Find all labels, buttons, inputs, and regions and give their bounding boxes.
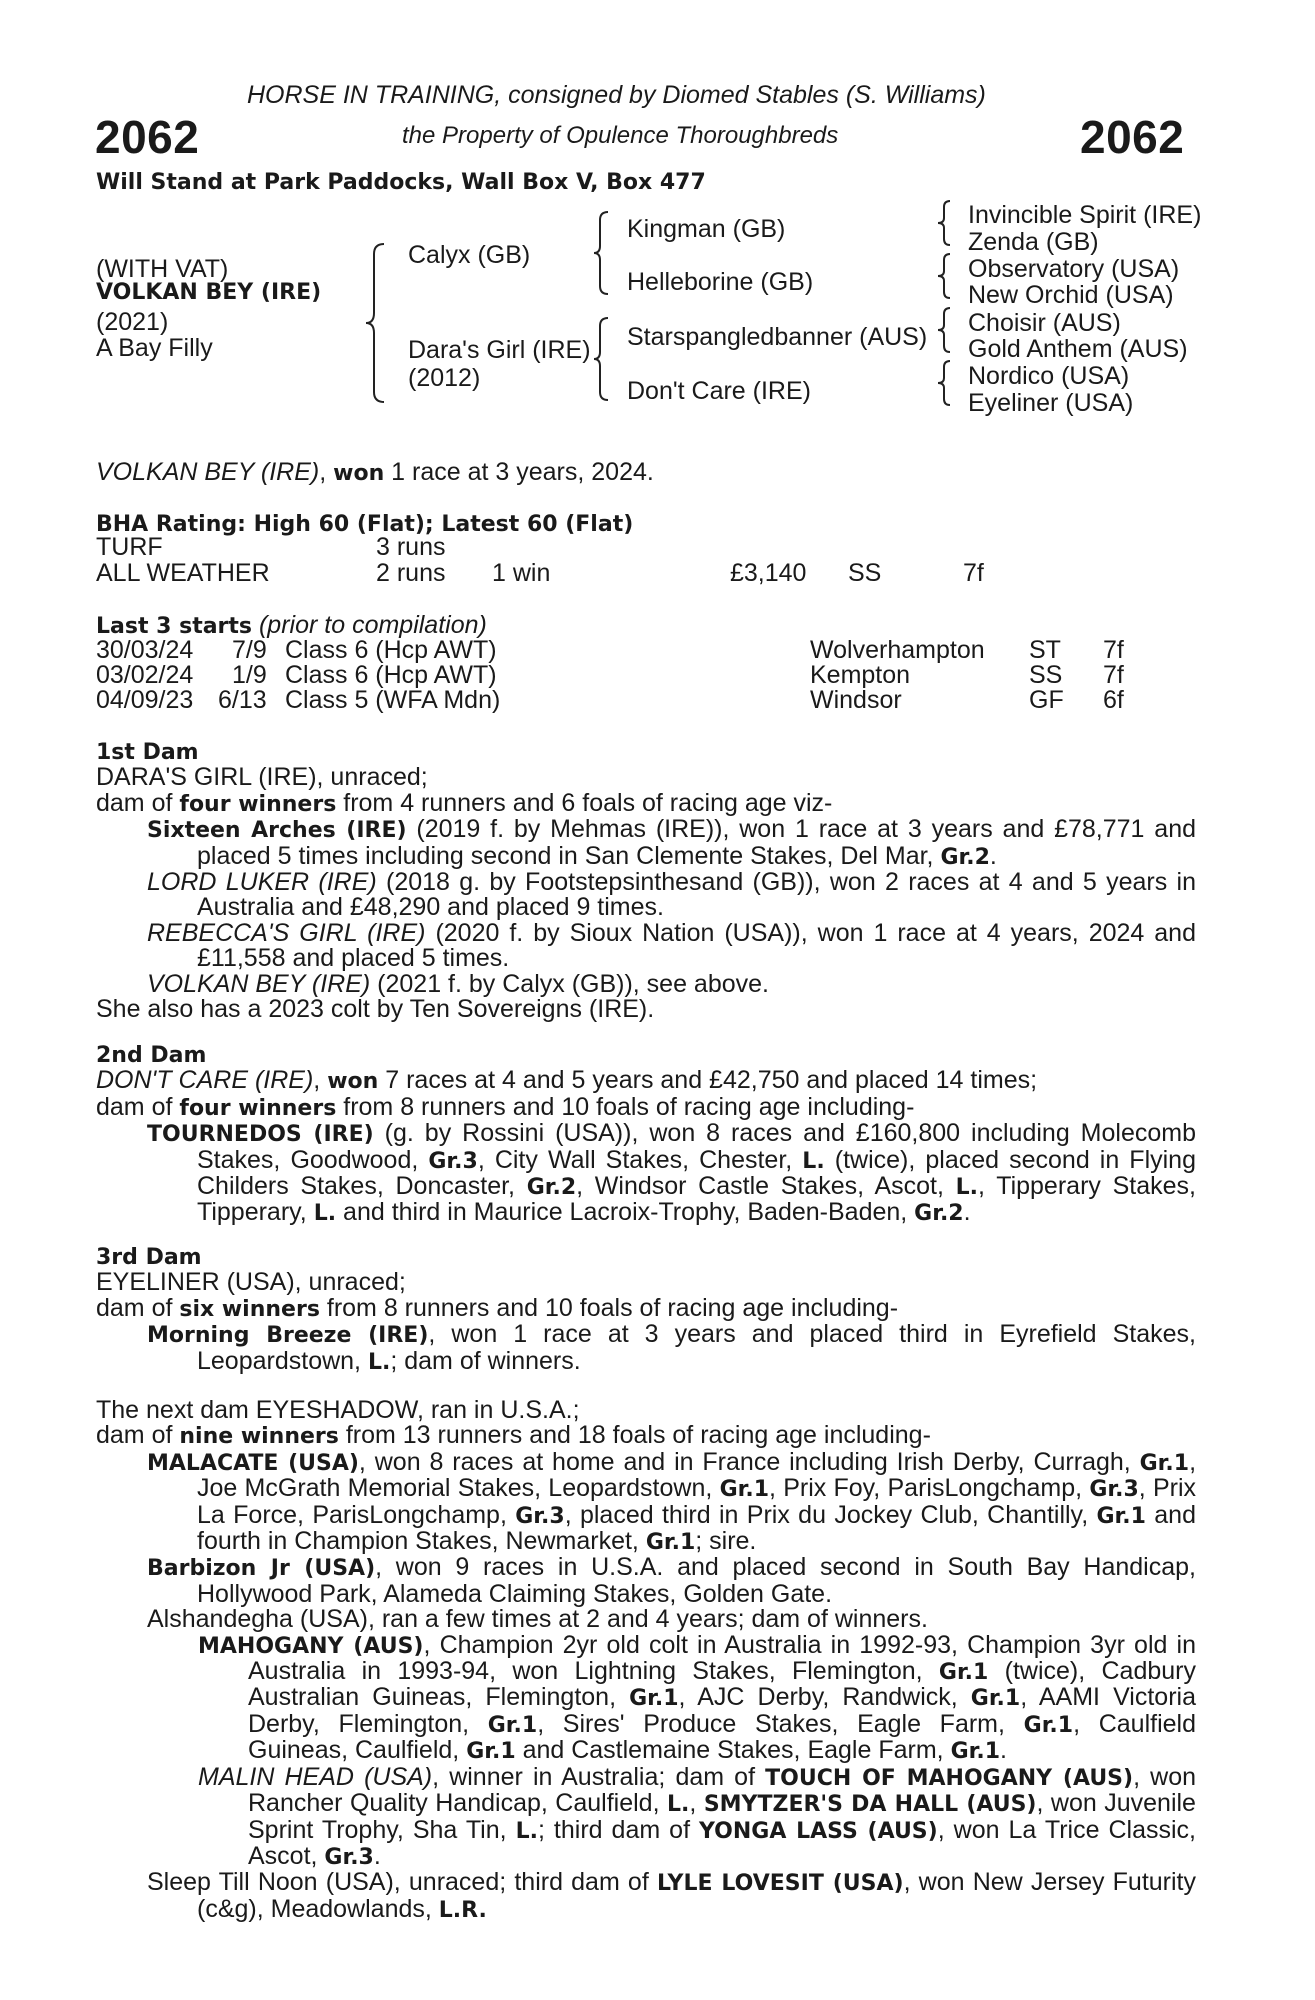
pedigree-brace-dam (590, 314, 612, 404)
produce-entry: Sleep Till Noon (USA), unraced; third dam of LYLE LOVESIT (USA), won New Jersey Futurity (c&g), Meadowlands, L.R. (147, 1868, 1197, 1923)
start-going: ST (1029, 636, 1061, 664)
third-dam-produce-line: dam of six winners from 8 runners and 10 foals of racing age including- (96, 1293, 899, 1322)
turf-label: TURF (96, 533, 163, 561)
third-dam-title: 3rd Dam (96, 1245, 202, 1270)
produce-entry: VOLKAN BEY (IRE) (2021 f. by Calyx (GB)), see above. (147, 969, 769, 998)
pedigree-dam: Dara's Girl (IRE) (408, 336, 591, 364)
produce-entry: LORD LUKER (IRE) (2018 g. by Footstepsinthesand (GB)), won 2 races at 4 and 5 years in Australia and £48,290 and placed 9 times. (147, 868, 1196, 922)
produce-entry: Barbizon Jr (USA), won 9 races in U.S.A. and placed second in South Bay Handicap, Hollywood Park, Alameda Claiming Stakes, Golden Gate. (147, 1553, 1196, 1608)
pedigree-brace-dd (934, 358, 954, 408)
second-dam-produce-line: dam of four winners from 8 runners and 10 foals of racing age including- (96, 1092, 915, 1121)
produce-entry: Sixteen Arches (IRE) (2019 f. by Mehmas (IRE)), won 1 race at 3 years and £78,771 and placed 5 times including second in San Clemente Stakes, Del Mar, Gr.2. (147, 815, 1197, 870)
first-dam-title: 1st Dam (96, 740, 199, 765)
header-owner: the Property of Opulence Thoroughbreds (402, 122, 839, 149)
horse-name: VOLKAN BEY (IRE) (96, 280, 322, 305)
produce-entry: Alshandegha (USA), ran a few times at 2 and 4 years; dam of winners. (147, 1605, 928, 1634)
pedigree-ssd: Zenda (GB) (968, 228, 1099, 256)
next-dam-section (96, 1398, 1196, 1923)
pedigree-dam-dam: Don't Care (IRE) (627, 377, 811, 405)
turf-runs: 3 runs (376, 533, 446, 561)
pedigree-sire: Calyx (GB) (408, 241, 531, 269)
first-dam-line: DARA'S GIRL (IRE), unraced; (96, 763, 428, 792)
aw-label: ALL WEATHER (96, 559, 270, 587)
pedigree-brace-main (360, 238, 390, 408)
produce-entry: MALACATE (USA), won 8 races at home and in France including Irish Derby, Curragh, Gr.1, Joe McGrath Memorial Stakes, Leopardstown, Gr.1, Prix Foy, ParisLongchamp, Gr.3, Prix La Force, ParisLongchamp, Gr.3, placed third in Prix du Jockey Club, Chantilly, Gr.1 and fourth in Champion Stakes, Newmarket, Gr.1; sire. (147, 1447, 1197, 1556)
start-distance: 6f (1103, 686, 1124, 714)
next-dam-line: The next dam EYESHADOW, ran in U.S.A.; (96, 1396, 580, 1424)
third-dam-line: EYELINER (USA), unraced; (96, 1268, 406, 1297)
aw-runs: 2 runs (376, 559, 446, 587)
aw-wins: 1 win (492, 559, 551, 587)
start-course: Wolverhampton (810, 636, 985, 664)
second-dam-section (96, 1043, 1196, 1227)
first-dam-also: She also has a 2023 colt by Ten Sovereigns (IRE). (96, 995, 655, 1024)
pedigree-sss: Invincible Spirit (IRE) (968, 201, 1202, 229)
third-dam-section (96, 1245, 1196, 1375)
rating-title: BHA Rating: High 60 (Flat); Latest 60 (Flat) (96, 512, 634, 537)
produce-entry: Morning Breeze (IRE), won 1 race at 3 years and placed third in Eyrefield Stakes, Leopardstown, L.; dam of winners. (147, 1320, 1196, 1375)
start-distance: 7f (1103, 636, 1124, 664)
pedigree-sire-sire: Kingman (GB) (627, 215, 786, 243)
pedigree-brace-sd (934, 251, 954, 301)
start-course: Windsor (810, 686, 902, 714)
pedigree-dds: Nordico (USA) (968, 362, 1130, 390)
horse-description: A Bay Filly (96, 334, 213, 362)
start-going: SS (1029, 661, 1063, 689)
second-dam-line: DON'T CARE (IRE), won 7 races at 4 and 5 years and £42,750 and placed 14 times; (96, 1066, 1038, 1095)
start-class: Class 6 (Hcp AWT) (285, 661, 497, 689)
vat-label: (WITH VAT) (96, 255, 229, 283)
pedigree-dss: Choisir (AUS) (968, 309, 1121, 337)
grand-produce-entry: MAHOGANY (AUS), Champion 2yr old colt in Australia in 1992-93, Champion 3yr old in Australia in 1993-94, won Lightning Stakes, Flemington, Gr.1 (twice), Cadbury Australian Guineas, Flemington, Gr.1, AJC Derby, Randwick, Gr.1, AAMI Victoria Derby, Flemington, Gr.1, Sires' Produce Stakes, Eagle Farm, Gr.1, Caulfield Guineas, Caulfield, Gr.1 and Castlemaine Stakes, Eagle Farm, Gr.1. (198, 1630, 1196, 1765)
start-position: 1/9 (232, 661, 267, 689)
produce-entry: REBECCA'S GIRL (IRE) (2020 f. by Sioux Nation (USA)), won 1 race at 4 years, 2024 and £11,558 and placed 5 times. (147, 918, 1196, 973)
start-class: Class 5 (WFA Mdn) (285, 686, 501, 714)
lot-number-right: 2062 (1080, 111, 1185, 163)
horse-year: (2021) (96, 308, 169, 336)
race-summary: VOLKAN BEY (IRE), won 1 race at 3 years, 2024. (96, 458, 654, 486)
header-consignor: HORSE IN TRAINING, consigned by Diomed Stables (S. Williams) (247, 81, 986, 109)
first-dam-section (96, 740, 1196, 1022)
grand-produce-entry: MALIN HEAD (USA), winner in Australia; dam of TOUCH OF MAHOGANY (AUS), won Rancher Quality Handicap, Caulfield, L., SMYTZER'S DA HALL (AUS), won Juvenile Sprint Trophy, Sha Tin, L.; third dam of YONGA LASS (AUS), won La Trice Classic, Ascot, Gr.3. (198, 1762, 1197, 1870)
start-date: 30/03/24 (96, 636, 194, 664)
aw-going: SS (848, 559, 882, 587)
pedigree-ddd: Eyeliner (USA) (968, 389, 1134, 417)
start-distance: 7f (1103, 661, 1124, 689)
pedigree-dsd: Gold Anthem (AUS) (968, 335, 1188, 363)
pedigree-sds: Observatory (USA) (968, 255, 1180, 283)
start-class: Class 6 (Hcp AWT) (285, 636, 497, 664)
start-date: 04/09/23 (96, 686, 194, 714)
start-position: 6/13 (218, 686, 267, 714)
next-dam-produce-line: dam of nine winners from 13 runners and 18 foals of racing age including- (96, 1421, 931, 1450)
pedigree-dam-year: (2012) (408, 364, 481, 392)
pedigree-brace-sire (590, 208, 612, 298)
last-starts-title: Last 3 starts (prior to compilation) (96, 611, 487, 639)
lot-number-left: 2062 (95, 111, 200, 163)
start-position: 7/9 (232, 636, 267, 664)
start-course: Kempton (810, 661, 911, 689)
pedigree-sire-dam: Helleborine (GB) (627, 268, 814, 296)
pedigree-dam-sire: Starspangledbanner (AUS) (627, 323, 928, 351)
pedigree-sdd: New Orchid (USA) (968, 281, 1174, 309)
pedigree-brace-ss (934, 198, 954, 248)
pedigree-brace-ds (934, 305, 954, 355)
produce-entry: TOURNEDOS (IRE) (g. by Rossini (USA)), won 8 races and £160,800 including Molecomb Stakes, Goodwood, Gr.3, City Wall Stakes, Chester, L. (twice), placed second in Flying Childers Stakes, Doncaster, Gr.2, Windsor Castle Stakes, Ascot, L., Tipperary Stakes, Tipperary, L. and third in Maurice Lacroix-Trophy, Baden-Baden, Gr.2. (147, 1119, 1196, 1227)
stand-location: Will Stand at Park Paddocks, Wall Box V, Box 477 (96, 170, 706, 195)
aw-prize: £3,140 (730, 559, 807, 587)
start-going: GF (1029, 686, 1064, 714)
start-date: 03/02/24 (96, 661, 194, 689)
second-dam-title: 2nd Dam (96, 1043, 207, 1068)
aw-distance: 7f (963, 559, 984, 587)
first-dam-produce-line: dam of four winners from 4 runners and 6 foals of racing age viz- (96, 788, 833, 817)
